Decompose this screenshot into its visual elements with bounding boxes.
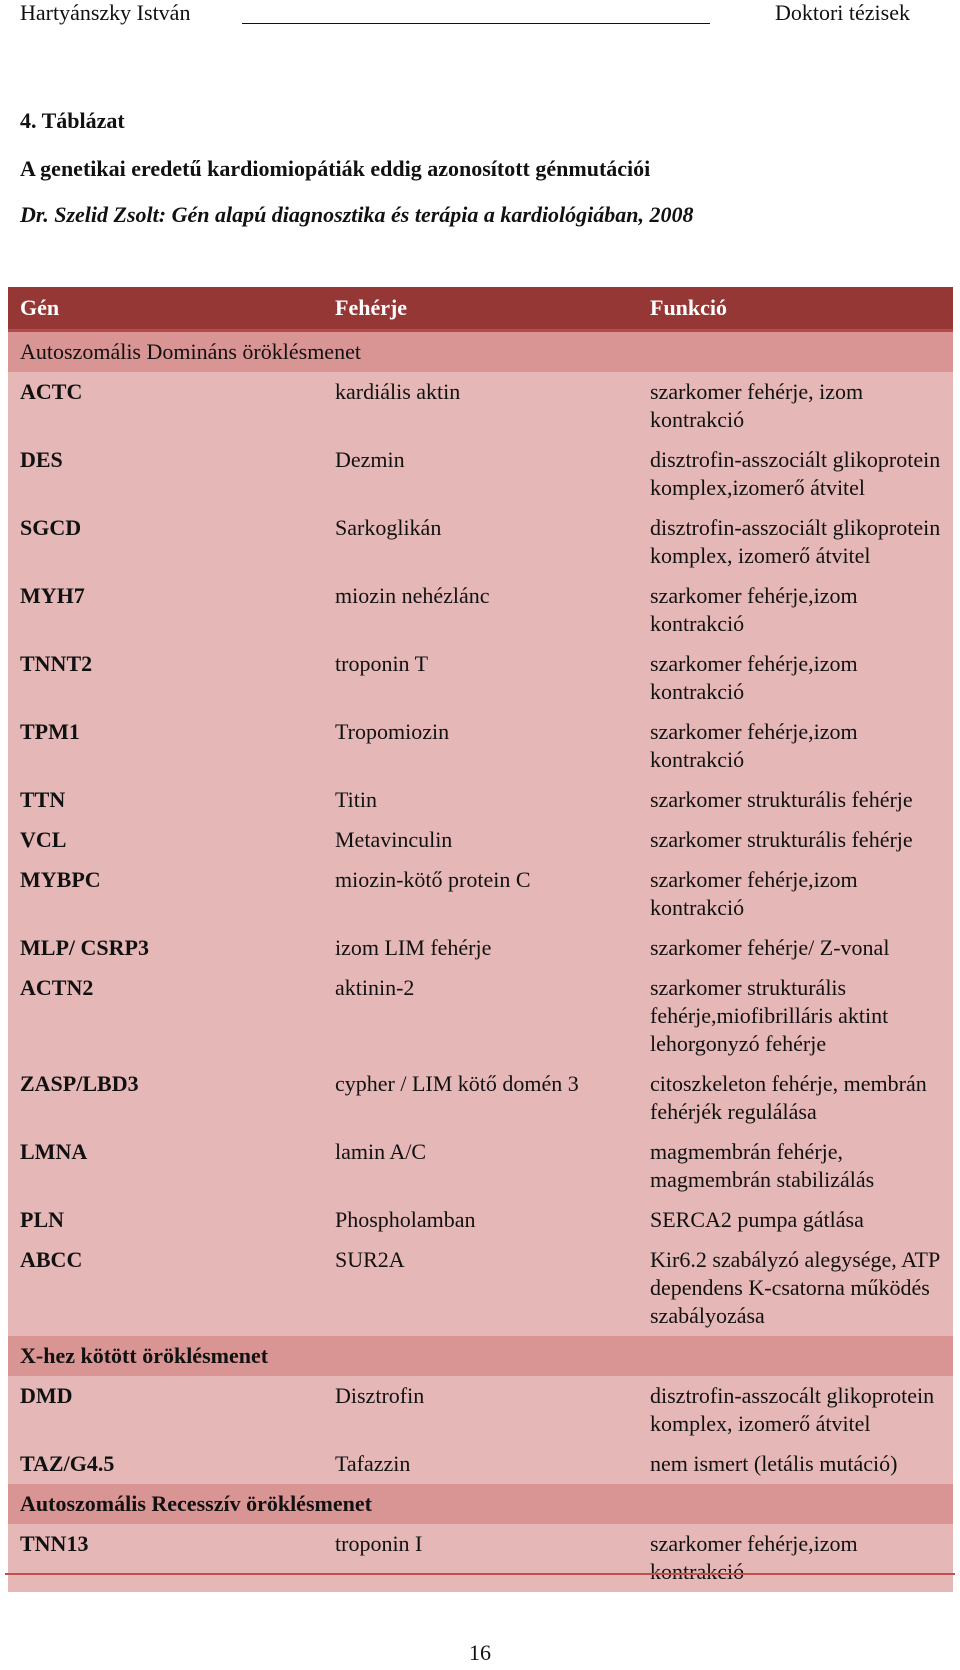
protein-cell: Tafazzin — [335, 1451, 411, 1476]
gene-cell: LMNA — [20, 1139, 88, 1164]
column-header-protein: Fehérje — [323, 287, 638, 332]
table-body — [8, 332, 953, 1592]
function-cell: magmembrán fehérje, magmembrán stabilizálás — [650, 1139, 875, 1192]
protein-cell: izom LIM fehérje — [335, 935, 492, 960]
gene-cell: MYH7 — [20, 583, 85, 608]
table-row — [8, 576, 953, 644]
section-title: Autoszomális Recesszív öröklésmenet — [20, 1491, 372, 1516]
function-cell: szarkomer fehérje,izom kontrakció — [650, 867, 858, 920]
gene-cell: TPM1 — [20, 719, 80, 744]
protein-cell: Titin — [335, 787, 378, 812]
protein-cell: lamin A/C — [335, 1139, 427, 1164]
protein-cell: cypher / LIM kötő domén 3 — [335, 1071, 579, 1096]
protein-cell: Metavinculin — [335, 827, 453, 852]
gene-cell: ACTC — [20, 379, 83, 404]
function-cell: szarkomer fehérje,izom kontrakció — [650, 583, 858, 636]
page-header — [20, 0, 910, 26]
gene-cell: PLN — [20, 1207, 64, 1232]
protein-cell: kardiális aktin — [335, 379, 461, 404]
table-row — [8, 644, 953, 712]
function-cell: disztrofin-asszociált glikoprotein komplex, izomerő átvitel — [650, 515, 941, 568]
gene-cell: TNN13 — [20, 1531, 89, 1556]
table-row — [8, 860, 953, 928]
function-cell: szarkomer strukturális fehérje,miofibrilláris aktint lehorgonyzó fehérje — [650, 975, 889, 1056]
header-rule — [242, 23, 710, 24]
document-title: Doktori tézisek — [774, 0, 910, 25]
table-row — [8, 928, 953, 968]
table-source: Dr. Szelid Zsolt: Gén alapú diagnosztika és terápia a kardiológiában, 2008 — [20, 202, 694, 227]
gene-cell: TTN — [20, 787, 66, 812]
gene-cell: VCL — [20, 827, 67, 852]
function-cell: szarkomer fehérje,izom kontrakció — [650, 651, 858, 704]
table-row — [8, 1444, 953, 1484]
author-name: Hartyánszky István — [20, 0, 191, 25]
table-row — [8, 820, 953, 860]
function-cell: szarkomer fehérje,izom kontrakció — [650, 719, 858, 772]
function-cell: Kir6.2 szabályzó alegysége, ATP dependens K-csatorna működés szabályozása — [650, 1247, 940, 1328]
function-cell: disztrofin-asszociált glikoprotein komplex,izomerő átvitel — [650, 447, 941, 500]
gene-cell: ABCC — [20, 1247, 83, 1272]
protein-cell: aktinin-2 — [335, 975, 415, 1000]
table-row — [8, 1200, 953, 1240]
section-row — [8, 1484, 953, 1524]
function-cell: nem ismert (letális mutáció) — [650, 1451, 898, 1476]
protein-cell: troponin T — [335, 651, 429, 676]
protein-cell: SUR2A — [335, 1247, 405, 1272]
table-header-row — [8, 287, 953, 332]
table-row — [8, 1064, 953, 1132]
gene-cell: DMD — [20, 1383, 73, 1408]
protein-cell: troponin I — [335, 1531, 423, 1556]
table-title: A genetikai eredetű kardiomiopátiák eddig azonosított génmutációi — [20, 156, 651, 181]
protein-cell: miozin-kötő protein C — [335, 867, 531, 892]
function-cell: szarkomer fehérje, izom kontrakció — [650, 379, 864, 432]
table-row — [8, 1524, 953, 1592]
table-row — [8, 712, 953, 780]
gene-cell: MLP/ CSRP3 — [20, 935, 149, 960]
section-title: Autoszomális Domináns öröklésmenet — [20, 339, 361, 364]
gene-mutation-table — [8, 287, 953, 1592]
function-cell: szarkomer strukturális fehérje — [650, 787, 913, 812]
function-cell: citoszkeleton fehérje, membrán fehérjék regulálása — [650, 1071, 927, 1124]
function-cell: disztrofin-asszocált glikoprotein komplex, izomerő átvitel — [650, 1383, 935, 1436]
table-row — [8, 372, 953, 440]
section-title: X-hez kötött öröklésmenet — [20, 1343, 269, 1368]
table-row — [8, 508, 953, 576]
table-row — [8, 780, 953, 820]
gene-cell: ZASP/LBD3 — [20, 1071, 139, 1096]
gene-cell: TNNT2 — [20, 651, 93, 676]
gene-cell: ACTN2 — [20, 975, 94, 1000]
gene-cell: TAZ/G4.5 — [20, 1451, 115, 1476]
protein-cell: Disztrofin — [335, 1383, 425, 1408]
table-row — [8, 1376, 953, 1444]
footer-rule — [5, 1573, 955, 1575]
function-cell: szarkomer fehérje/ Z-vonal — [650, 935, 890, 960]
section-row — [8, 332, 953, 372]
table-row — [8, 440, 953, 508]
protein-cell: Tropomiozin — [335, 719, 450, 744]
page-number: 16 — [469, 1640, 491, 1665]
gene-cell: SGCD — [20, 515, 82, 540]
gene-cell: DES — [20, 447, 63, 472]
function-cell: SERCA2 pumpa gátlása — [650, 1207, 864, 1232]
protein-cell: Dezmin — [335, 447, 405, 472]
protein-cell: Phospholamban — [335, 1207, 476, 1232]
protein-cell: miozin nehézlánc — [335, 583, 490, 608]
function-cell: szarkomer strukturális fehérje — [650, 827, 913, 852]
table-row — [8, 1240, 953, 1336]
column-header-gene: Gén — [8, 287, 323, 332]
function-cell: szarkomer fehérje,izom kontrakció — [650, 1531, 858, 1584]
table-row — [8, 968, 953, 1064]
table-row — [8, 1132, 953, 1200]
gene-cell: MYBPC — [20, 867, 101, 892]
table-label: 4. Táblázat — [20, 108, 125, 133]
column-header-function: Funkció — [638, 287, 953, 332]
protein-cell: Sarkoglikán — [335, 515, 442, 540]
section-row — [8, 1336, 953, 1376]
